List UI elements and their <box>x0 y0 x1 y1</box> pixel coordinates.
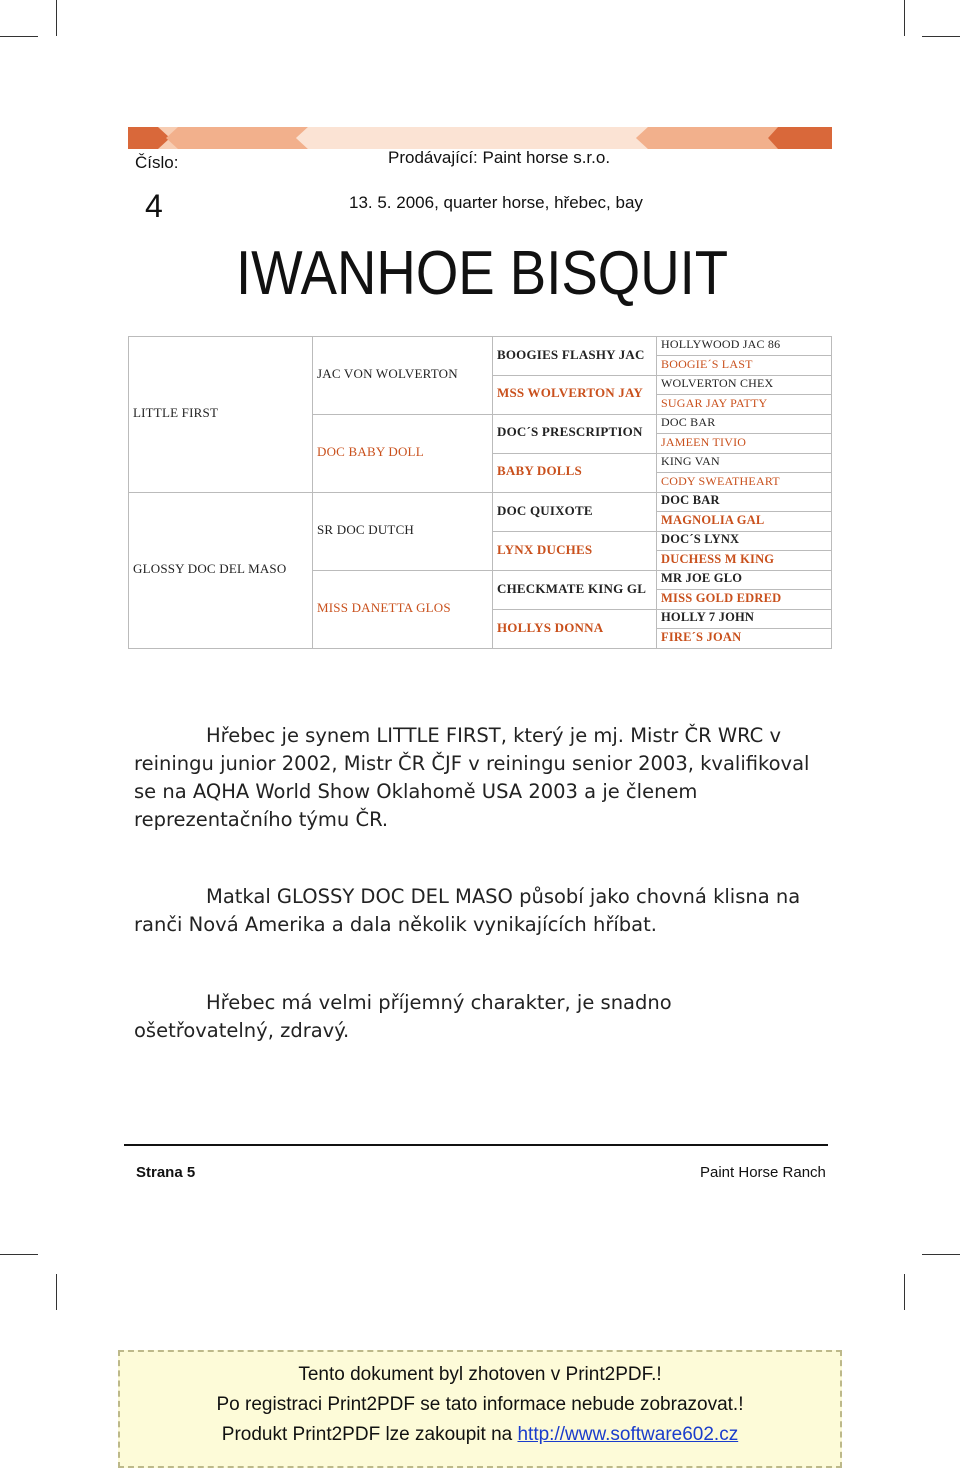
gen4-ancestor: BOOGIE´S LAST <box>661 357 753 371</box>
gen4-ancestor: KING VAN <box>661 454 720 468</box>
notice-line-3-text: Produkt Print2PDF lze zakoupit na <box>221 1424 518 1445</box>
seller-label: Prodávající: Paint horse s.r.o. <box>388 148 611 167</box>
gen4-ancestor: SUGAR JAY PATTY <box>661 396 768 410</box>
gen3-ancestor: CHECKMATE KING GL <box>497 581 647 596</box>
gen4-ancestor: WOLVERTON CHEX <box>661 376 774 390</box>
description-paragraph-2 <box>134 883 814 939</box>
footer-brand: Paint Horse Ranch <box>700 1164 826 1181</box>
crop-mark <box>904 0 905 36</box>
paragraph-text: Matkal GLOSSY DOC DEL MASO působí jako chovná klisna na ranči Nová Amerika a dala několik vynikajících hříbat. <box>134 885 801 936</box>
gen3-ancestor: DOC QUIXOTE <box>497 503 593 518</box>
sire: LITTLE FIRST <box>133 405 219 420</box>
crop-mark <box>0 36 38 37</box>
paternal-granddam: DOC BABY DOLL <box>317 444 424 459</box>
horse-name: IWANHOE BISQUIT <box>236 239 729 308</box>
description-paragraph-1 <box>134 722 814 834</box>
notice-line-2: Po registraci Print2PDF se tato informace nebude zobrazovat.! <box>216 1394 744 1415</box>
gen3-ancestor: HOLLYS DONNA <box>497 620 604 635</box>
header-banner <box>128 127 832 149</box>
gen4-ancestor: MISS GOLD EDRED <box>661 591 782 605</box>
paternal-grandsire: JAC VON WOLVERTON <box>317 366 458 381</box>
gen3-ancestor: MSS WOLVERTON JAY <box>497 385 643 400</box>
gen4-ancestor: MR JOE GLO <box>661 571 743 585</box>
notice-line-3 <box>120 1424 840 1446</box>
footer-rule <box>124 1144 828 1146</box>
crop-mark <box>0 1254 38 1255</box>
gen4-ancestor: DUCHESS M KING <box>661 552 775 566</box>
gen4-ancestor: MAGNOLIA GAL <box>661 513 765 527</box>
gen4-ancestor: JAMEEN TIVIO <box>661 435 747 449</box>
number-label: Číslo: <box>135 153 179 172</box>
crop-mark <box>922 1254 960 1255</box>
maternal-grandsire: SR DOC DUTCH <box>317 522 415 537</box>
crop-mark <box>922 36 960 37</box>
gen3-ancestor: LYNX DUCHES <box>497 542 593 557</box>
paragraph-text: Hřebec je synem LITTLE FIRST, který je mj. Mistr ČR WRC v reiningu junior 2002, Mistr ČR ČJF v reiningu senior 2003, kvalifikoval se na AQHA World Show Oklahomě USA 2003 a je členem reprezentačního týmu ČR. <box>134 724 810 831</box>
dam: GLOSSY DOC DEL MASO <box>133 561 287 576</box>
crop-mark <box>56 1274 57 1310</box>
description-paragraph-3 <box>134 989 814 1045</box>
gen3-ancestor: DOC´S PRESCRIPTION <box>497 424 643 439</box>
gen4-ancestor: CODY SWEATHEART <box>661 474 780 488</box>
gen4-ancestor: DOC BAR <box>661 415 716 429</box>
catalog-number: 4 <box>145 188 163 224</box>
gen3-ancestor: BABY DOLLS <box>497 463 582 478</box>
crop-mark <box>56 0 57 36</box>
software602-link[interactable]: http://www.software602.cz <box>517 1424 739 1445</box>
gen4-ancestor: DOC BAR <box>661 493 720 507</box>
gen4-ancestor: HOLLY 7 JOHN <box>661 610 755 624</box>
horse-details: 13. 5. 2006, quarter horse, hřebec, bay <box>349 193 643 212</box>
notice-line-1: Tento dokument byl zhotoven v Print2PDF.! <box>298 1364 662 1385</box>
print2pdf-notice <box>118 1350 842 1468</box>
gen4-ancestor: HOLLYWOOD JAC 86 <box>661 337 781 351</box>
maternal-granddam: MISS DANETTA GLOS <box>317 600 451 615</box>
paragraph-text: Hřebec má velmi příjemný charakter, je snadno ošetřovatelný, zdravý. <box>134 991 672 1042</box>
page-number: Strana 5 <box>136 1164 196 1181</box>
gen4-ancestor: DOC´S LYNX <box>661 532 740 546</box>
gen3-ancestor: BOOGIES FLASHY JAC <box>497 347 645 362</box>
crop-mark <box>904 1274 905 1310</box>
gen4-ancestor: FIRE´S JOAN <box>661 630 742 644</box>
